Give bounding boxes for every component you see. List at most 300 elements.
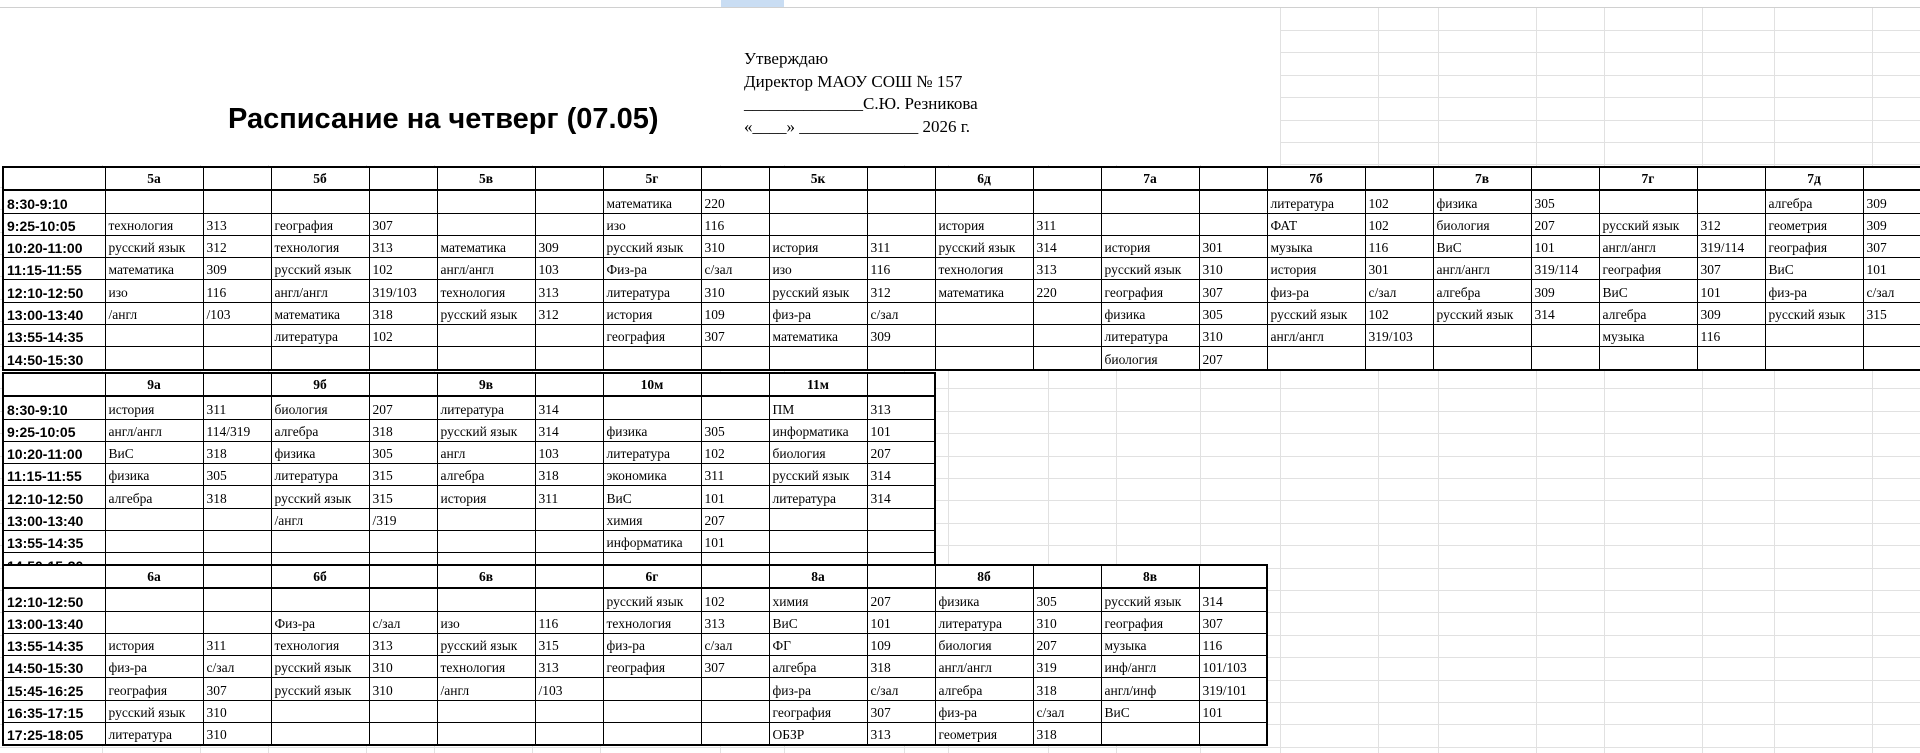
room-cell[interactable]: с/зал [867,302,935,324]
subject-cell[interactable]: физика [1101,302,1199,324]
room-cell[interactable]: 102 [1365,190,1433,213]
room-cell[interactable]: 318 [535,464,603,486]
room-cell[interactable] [203,347,271,370]
subject-cell[interactable]: алгебра [1599,302,1697,324]
subject-cell[interactable] [105,325,203,347]
room-cell[interactable]: 315 [369,486,437,508]
room-cell[interactable]: 103 [535,258,603,280]
room-cell[interactable] [369,723,437,746]
room-cell[interactable]: 102 [1365,302,1433,324]
subject-cell[interactable]: география [1765,235,1863,257]
class-header-room-cell[interactable] [369,373,437,396]
room-cell[interactable]: 307 [1863,235,1920,257]
class-header[interactable]: 5а [105,167,203,190]
room-cell[interactable] [867,531,935,553]
subject-cell[interactable]: ФГ [769,633,867,655]
subject-cell[interactable]: геометрия [935,723,1033,746]
subject-cell[interactable] [603,723,701,746]
subject-cell[interactable] [271,347,369,370]
subject-cell[interactable]: литература [105,723,203,746]
room-cell[interactable]: 207 [369,396,437,419]
subject-cell[interactable] [437,700,535,722]
room-cell[interactable]: 101 [867,419,935,441]
subject-cell[interactable]: изо [769,258,867,280]
subject-cell[interactable] [271,700,369,722]
subject-cell[interactable]: биология [1433,213,1531,235]
room-cell[interactable]: /103 [535,678,603,700]
subject-cell[interactable] [1267,347,1365,370]
subject-cell[interactable]: география [769,700,867,722]
subject-cell[interactable]: алгебра [105,486,203,508]
room-cell[interactable] [1199,190,1267,213]
subject-cell[interactable]: Физ-ра [603,258,701,280]
class-header[interactable]: 5к [769,167,867,190]
room-cell[interactable]: с/зал [1365,280,1433,302]
subject-cell[interactable]: физ-ра [105,656,203,678]
subject-cell[interactable]: русский язык [1765,302,1863,324]
room-cell[interactable] [1199,213,1267,235]
room-cell[interactable]: 103 [535,441,603,463]
subject-cell[interactable]: физика [105,464,203,486]
room-cell[interactable]: 102 [369,325,437,347]
subject-cell[interactable]: инф/англ [1101,656,1199,678]
subject-cell[interactable] [105,508,203,530]
subject-cell[interactable]: математика [105,258,203,280]
class-header-room-cell[interactable] [1033,565,1101,588]
subject-cell[interactable]: история [105,633,203,655]
subject-cell[interactable]: англ/англ [1599,235,1697,257]
subject-cell[interactable]: физ-ра [603,633,701,655]
room-cell[interactable]: 311 [203,633,271,655]
time-slot[interactable]: 10:20-11:00 [3,441,105,463]
room-cell[interactable]: 313 [535,280,603,302]
room-cell[interactable]: 116 [1697,325,1765,347]
room-cell[interactable] [701,700,769,722]
class-header[interactable]: 7г [1599,167,1697,190]
room-cell[interactable]: с/зал [1033,700,1101,722]
room-cell[interactable]: 319/101 [1199,678,1267,700]
subject-cell[interactable]: история [769,235,867,257]
room-cell[interactable]: 319/103 [1365,325,1433,347]
class-header[interactable]: 9а [105,373,203,396]
subject-cell[interactable] [603,347,701,370]
subject-cell[interactable]: математика [271,302,369,324]
class-header[interactable]: 6г [603,565,701,588]
class-header-room-cell[interactable] [1697,167,1765,190]
room-cell[interactable] [701,347,769,370]
subject-cell[interactable]: алгебра [935,678,1033,700]
column-header-strip[interactable] [0,0,1920,8]
subject-cell[interactable]: технология [437,280,535,302]
room-cell[interactable]: 315 [369,464,437,486]
room-cell[interactable] [867,213,935,235]
room-cell[interactable] [369,531,437,553]
subject-cell[interactable] [935,325,1033,347]
subject-cell[interactable]: география [1101,611,1199,633]
subject-cell[interactable] [769,213,867,235]
subject-cell[interactable]: история [105,396,203,419]
class-header[interactable]: 8а [769,565,867,588]
subject-cell[interactable]: литература [1101,325,1199,347]
room-cell[interactable]: 319 [1033,656,1101,678]
subject-cell[interactable] [1765,325,1863,347]
room-cell[interactable]: 312 [867,280,935,302]
class-header-room-cell[interactable] [369,167,437,190]
corner-cell[interactable] [3,373,105,396]
subject-cell[interactable]: изо [437,611,535,633]
subject-cell[interactable]: литература [603,280,701,302]
corner-cell[interactable] [3,565,105,588]
subject-cell[interactable] [1433,347,1531,370]
room-cell[interactable] [203,531,271,553]
room-cell[interactable]: 101 [1531,235,1599,257]
time-slot[interactable]: 13:00-13:40 [3,302,105,324]
subject-cell[interactable] [105,190,203,213]
room-cell[interactable] [369,347,437,370]
room-cell[interactable] [1033,190,1101,213]
subject-cell[interactable] [105,347,203,370]
room-cell[interactable] [1697,190,1765,213]
class-header-room-cell[interactable] [867,565,935,588]
class-header[interactable]: 10м [603,373,701,396]
class-header-room-cell[interactable] [867,373,935,396]
room-cell[interactable]: 309 [1697,302,1765,324]
subject-cell[interactable]: музыка [1599,325,1697,347]
subject-cell[interactable]: математика [769,325,867,347]
room-cell[interactable] [203,611,271,633]
subject-cell[interactable] [1599,347,1697,370]
class-header[interactable]: 8б [935,565,1033,588]
room-cell[interactable]: 307 [701,656,769,678]
subject-cell[interactable]: англ/инф [1101,678,1199,700]
class-header-room-cell[interactable] [867,167,935,190]
room-cell[interactable]: 318 [369,302,437,324]
room-cell[interactable]: 220 [1033,280,1101,302]
subject-cell[interactable]: ФАТ [1267,213,1365,235]
room-cell[interactable] [203,190,271,213]
time-slot[interactable]: 11:15-11:55 [3,464,105,486]
room-cell[interactable] [369,588,437,611]
class-header[interactable]: 5в [437,167,535,190]
subject-cell[interactable] [603,700,701,722]
subject-cell[interactable]: русский язык [437,633,535,655]
room-cell[interactable] [535,700,603,722]
subject-cell[interactable] [935,302,1033,324]
subject-cell[interactable] [105,531,203,553]
time-slot[interactable]: 13:00-13:40 [3,508,105,530]
room-cell[interactable]: 310 [203,700,271,722]
time-slot[interactable]: 13:55-14:35 [3,531,105,553]
subject-cell[interactable]: технология [271,633,369,655]
subject-cell[interactable]: /англ [271,508,369,530]
subject-cell[interactable]: математика [603,190,701,213]
time-slot[interactable]: 11:15-11:55 [3,258,105,280]
subject-cell[interactable]: ВиС [1101,700,1199,722]
room-cell[interactable]: 305 [203,464,271,486]
class-header[interactable]: 6а [105,565,203,588]
class-header[interactable]: 7а [1101,167,1199,190]
subject-cell[interactable]: изо [603,213,701,235]
time-slot[interactable]: 13:55-14:35 [3,325,105,347]
room-cell[interactable]: 101 [1199,700,1267,722]
room-cell[interactable] [1863,347,1920,370]
room-cell[interactable] [1199,723,1267,746]
room-cell[interactable]: 102 [369,258,437,280]
room-cell[interactable]: 301 [1365,258,1433,280]
subject-cell[interactable]: русский язык [603,235,701,257]
subject-cell[interactable]: русский язык [105,700,203,722]
room-cell[interactable]: с/зал [867,678,935,700]
subject-cell[interactable]: физ-ра [1765,280,1863,302]
subject-cell[interactable] [437,347,535,370]
subject-cell[interactable]: русский язык [1599,213,1697,235]
room-cell[interactable]: 318 [203,441,271,463]
class-header-room-cell[interactable] [369,565,437,588]
subject-cell[interactable]: англ/англ [437,258,535,280]
class-header-room-cell[interactable] [701,565,769,588]
subject-cell[interactable]: математика [437,235,535,257]
room-cell[interactable]: 309 [867,325,935,347]
room-cell[interactable]: 312 [535,302,603,324]
time-slot[interactable]: 8:30-9:10 [3,190,105,213]
time-slot[interactable]: 12:10-12:50 [3,486,105,508]
subject-cell[interactable]: ОБЗР [769,723,867,746]
room-cell[interactable]: 207 [701,508,769,530]
class-header[interactable]: 5г [603,167,701,190]
subject-cell[interactable] [769,190,867,213]
subject-cell[interactable]: литература [437,396,535,419]
room-cell[interactable] [1033,347,1101,370]
subject-cell[interactable]: англ/англ [105,419,203,441]
subject-cell[interactable]: история [935,213,1033,235]
class-header-room-cell[interactable] [535,373,603,396]
subject-cell[interactable]: литература [603,441,701,463]
subject-cell[interactable] [437,508,535,530]
subject-cell[interactable]: /англ [105,302,203,324]
room-cell[interactable]: 116 [867,258,935,280]
subject-cell[interactable] [1433,325,1531,347]
subject-cell[interactable]: физ-ра [769,678,867,700]
room-cell[interactable]: 311 [867,235,935,257]
room-cell[interactable]: 307 [867,700,935,722]
room-cell[interactable]: 313 [701,611,769,633]
subject-cell[interactable]: экономика [603,464,701,486]
room-cell[interactable] [701,723,769,746]
subject-cell[interactable]: физ-ра [1267,280,1365,302]
class-header-room-cell[interactable] [1199,167,1267,190]
class-header[interactable]: 6д [935,167,1033,190]
room-cell[interactable]: 313 [867,723,935,746]
room-cell[interactable]: 315 [1863,302,1920,324]
subject-cell[interactable]: алгебра [1433,280,1531,302]
room-cell[interactable]: 318 [203,486,271,508]
subject-cell[interactable]: музыка [1101,633,1199,655]
class-header[interactable]: 5б [271,167,369,190]
subject-cell[interactable]: ВиС [105,441,203,463]
room-cell[interactable]: 102 [701,441,769,463]
room-cell[interactable]: 207 [1033,633,1101,655]
room-cell[interactable] [203,325,271,347]
subject-cell[interactable]: технология [271,235,369,257]
room-cell[interactable]: 315 [535,633,603,655]
subject-cell[interactable] [105,611,203,633]
room-cell[interactable] [1033,325,1101,347]
class-header-room-cell[interactable] [1365,167,1433,190]
subject-cell[interactable]: химия [769,588,867,611]
room-cell[interactable]: 301 [1199,235,1267,257]
subject-cell[interactable]: русский язык [1267,302,1365,324]
subject-cell[interactable]: англ/англ [935,656,1033,678]
subject-cell[interactable]: русский язык [769,280,867,302]
room-cell[interactable]: 109 [701,302,769,324]
room-cell[interactable]: 116 [535,611,603,633]
subject-cell[interactable]: русский язык [603,588,701,611]
subject-cell[interactable]: русский язык [271,258,369,280]
room-cell[interactable]: 305 [1033,588,1101,611]
class-header[interactable]: 9в [437,373,535,396]
room-cell[interactable]: 116 [701,213,769,235]
room-cell[interactable]: с/зал [701,633,769,655]
class-header[interactable]: 9б [271,373,369,396]
subject-cell[interactable]: география [1599,258,1697,280]
subject-cell[interactable]: русский язык [1101,588,1199,611]
room-cell[interactable]: 310 [203,723,271,746]
room-cell[interactable]: 310 [701,235,769,257]
room-cell[interactable]: 305 [1199,302,1267,324]
room-cell[interactable]: 307 [203,678,271,700]
room-cell[interactable]: 311 [203,396,271,419]
room-cell[interactable] [369,190,437,213]
subject-cell[interactable]: алгебра [1765,190,1863,213]
subject-cell[interactable]: англ/англ [271,280,369,302]
subject-cell[interactable] [437,723,535,746]
room-cell[interactable]: с/зал [1863,280,1920,302]
room-cell[interactable] [535,325,603,347]
room-cell[interactable] [535,723,603,746]
room-cell[interactable] [1365,347,1433,370]
room-cell[interactable]: 307 [1697,258,1765,280]
room-cell[interactable]: 318 [369,419,437,441]
subject-cell[interactable]: история [603,302,701,324]
subject-cell[interactable]: биология [935,633,1033,655]
room-cell[interactable]: 305 [1531,190,1599,213]
subject-cell[interactable]: физика [603,419,701,441]
room-cell[interactable]: 101 [1863,258,1920,280]
room-cell[interactable]: 114/319 [203,419,271,441]
room-cell[interactable]: 314 [867,486,935,508]
room-cell[interactable]: 314 [1531,302,1599,324]
room-cell[interactable]: 310 [701,280,769,302]
class-header[interactable]: 7б [1267,167,1365,190]
subject-cell[interactable] [271,588,369,611]
room-cell[interactable]: 314 [535,396,603,419]
subject-cell[interactable]: физика [935,588,1033,611]
room-cell[interactable] [701,678,769,700]
room-cell[interactable] [1033,302,1101,324]
room-cell[interactable]: 313 [369,633,437,655]
subject-cell[interactable]: технология [437,656,535,678]
subject-cell[interactable]: химия [603,508,701,530]
class-header-room-cell[interactable] [535,167,603,190]
subject-cell[interactable] [271,531,369,553]
subject-cell[interactable]: ВиС [1765,258,1863,280]
subject-cell[interactable]: англ [437,441,535,463]
room-cell[interactable]: 319/114 [1697,235,1765,257]
room-cell[interactable]: 101 [701,486,769,508]
subject-cell[interactable]: ВиС [603,486,701,508]
room-cell[interactable]: 307 [369,213,437,235]
room-cell[interactable]: 319/114 [1531,258,1599,280]
room-cell[interactable]: 314 [1033,235,1101,257]
room-cell[interactable]: /319 [369,508,437,530]
room-cell[interactable]: 116 [203,280,271,302]
room-cell[interactable]: 310 [369,678,437,700]
room-cell[interactable]: 102 [701,588,769,611]
subject-cell[interactable]: биология [1101,347,1199,370]
subject-cell[interactable]: история [1267,258,1365,280]
room-cell[interactable] [1531,325,1599,347]
subject-cell[interactable]: биология [271,396,369,419]
room-cell[interactable] [535,531,603,553]
subject-cell[interactable]: география [271,213,369,235]
subject-cell[interactable]: технология [935,258,1033,280]
room-cell[interactable]: 207 [867,441,935,463]
room-cell[interactable]: 101/103 [1199,656,1267,678]
subject-cell[interactable]: информатика [603,531,701,553]
subject-cell[interactable]: география [603,325,701,347]
subject-cell[interactable] [437,213,535,235]
room-cell[interactable]: 109 [867,633,935,655]
room-cell[interactable]: 314 [535,419,603,441]
class-header-room-cell[interactable] [1531,167,1599,190]
subject-cell[interactable]: русский язык [769,464,867,486]
subject-cell[interactable]: /англ [437,678,535,700]
subject-cell[interactable] [1101,190,1199,213]
time-slot[interactable]: 17:25-18:05 [3,723,105,746]
subject-cell[interactable]: англ/англ [1433,258,1531,280]
time-slot[interactable]: 12:10-12:50 [3,280,105,302]
subject-cell[interactable]: литература [271,464,369,486]
room-cell[interactable]: 313 [867,396,935,419]
room-cell[interactable]: 307 [1199,280,1267,302]
subject-cell[interactable]: алгебра [271,419,369,441]
room-cell[interactable]: 309 [203,258,271,280]
room-cell[interactable] [701,396,769,419]
room-cell[interactable]: 309 [1863,213,1920,235]
subject-cell[interactable]: литература [769,486,867,508]
room-cell[interactable]: 307 [1199,611,1267,633]
subject-cell[interactable]: физ-ра [769,302,867,324]
subject-cell[interactable]: русский язык [271,486,369,508]
subject-cell[interactable] [769,531,867,553]
class-header[interactable]: 8в [1101,565,1199,588]
subject-cell[interactable]: алгебра [769,656,867,678]
subject-cell[interactable]: технология [105,213,203,235]
room-cell[interactable] [203,588,271,611]
time-slot[interactable]: 12:10-12:50 [3,588,105,611]
subject-cell[interactable]: музыка [1267,235,1365,257]
subject-cell[interactable] [437,531,535,553]
subject-cell[interactable] [105,588,203,611]
room-cell[interactable]: 116 [1199,633,1267,655]
room-cell[interactable]: 101 [701,531,769,553]
class-header-room-cell[interactable] [203,565,271,588]
room-cell[interactable] [535,347,603,370]
subject-cell[interactable]: информатика [769,419,867,441]
room-cell[interactable] [535,508,603,530]
room-cell[interactable]: 310 [1199,258,1267,280]
subject-cell[interactable] [437,325,535,347]
